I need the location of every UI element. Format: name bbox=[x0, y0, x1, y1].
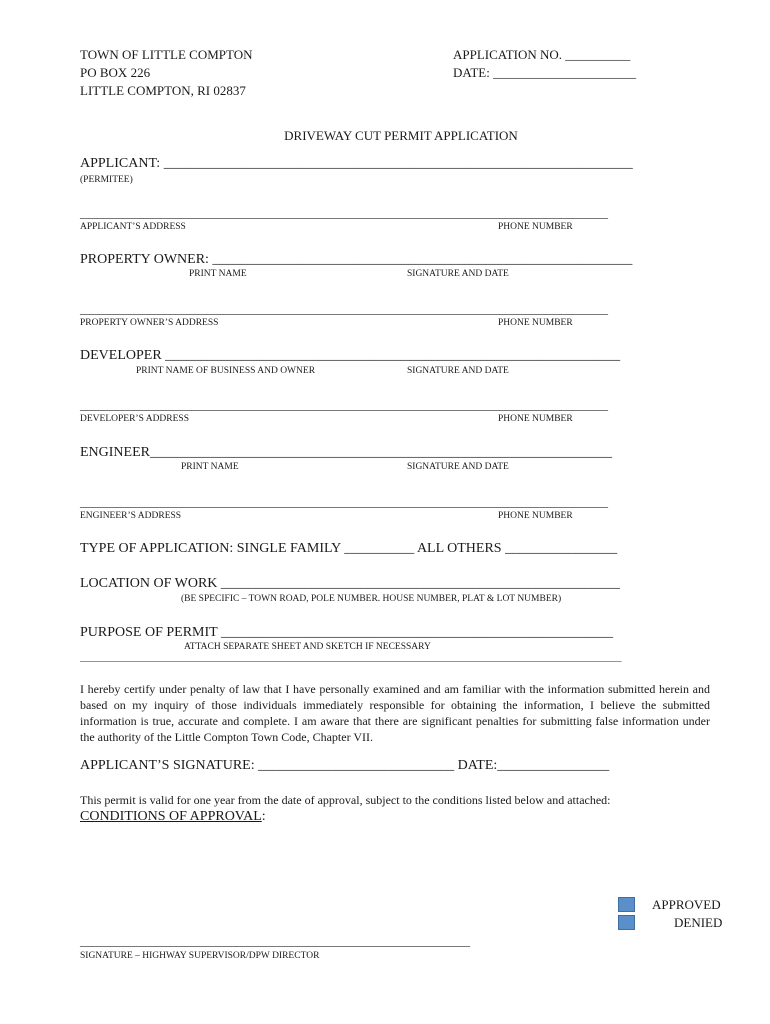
property-owner-field[interactable]: PROPERTY OWNER: ____________________________________________________________ bbox=[80, 252, 633, 267]
developer-signature-label: SIGNATURE AND DATE bbox=[407, 366, 509, 376]
form-title: DRIVEWAY CUT PERMIT APPLICATION bbox=[284, 128, 518, 143]
applicant-phone-label: PHONE NUMBER bbox=[498, 222, 573, 232]
developer-address-label: DEVELOPER’S ADDRESS bbox=[80, 414, 189, 424]
conditions-heading bbox=[80, 809, 266, 825]
developer-print-name-label: PRINT NAME OF BUSINESS AND OWNER bbox=[136, 366, 316, 376]
denied-label: DENIED bbox=[674, 915, 723, 930]
certification-statement: I hereby certify under penalty of law that I have personally examined and am familiar with the information submitted herein and based on my inquiry of those individuals immediately responsible for obtaining the information, I believe the submitted information is true, accurate and complete. I am aware that there are significant penalties for submitting false information under the authority of the Little Compton Town Code, Chapter VII. bbox=[80, 682, 710, 744]
owner-address-label: PROPERTY OWNER’S ADDRESS bbox=[80, 318, 219, 328]
header-date-field[interactable]: DATE: ______________________ bbox=[453, 65, 637, 80]
location-of-work-field[interactable]: LOCATION OF WORK _________________________________________________________ bbox=[80, 576, 620, 591]
conditions-colon: : bbox=[261, 809, 266, 824]
engineer-phone-label: PHONE NUMBER bbox=[498, 511, 573, 521]
application-type-field[interactable]: TYPE OF APPLICATION: SINGLE FAMILY __________ ALL OTHERS ________________ bbox=[80, 541, 618, 556]
purpose-of-permit-field[interactable]: PURPOSE OF PERMIT ________________________________________________________ bbox=[80, 625, 613, 640]
supervisor-signature-field[interactable]: _________________________________________________________________ bbox=[80, 934, 470, 948]
owner-address-field[interactable]: ________________________________________________________________________________________ bbox=[80, 302, 608, 316]
engineer-address-field[interactable]: ________________________________________________________________________________________ bbox=[80, 495, 608, 509]
permitee-label: (PERMITEE) bbox=[80, 175, 133, 185]
owner-signature-label: SIGNATURE AND DATE bbox=[407, 269, 509, 279]
validity-statement: This permit is valid for one year from the date of approval, subject to the conditions listed below and attached: bbox=[80, 793, 611, 807]
town-city: LITTLE COMPTON, RI 02837 bbox=[80, 83, 246, 98]
developer-phone-label: PHONE NUMBER bbox=[498, 414, 573, 424]
purpose-extra-line[interactable]: __________________________________________________________________________________________________________________ bbox=[80, 654, 622, 664]
owner-phone-label: PHONE NUMBER bbox=[498, 318, 573, 328]
location-note: (BE SPECIFIC – TOWN ROAD, POLE NUMBER. HOUSE NUMBER, PLAT & LOT NUMBER) bbox=[181, 594, 562, 604]
purpose-note: ATTACH SEPARATE SHEET AND SKETCH IF NECESSARY bbox=[184, 642, 431, 652]
applicant-signature-field[interactable]: APPLICANT’S SIGNATURE: ____________________________ DATE:________________ bbox=[80, 758, 610, 773]
applicant-address-label: APPLICANT’S ADDRESS bbox=[80, 222, 186, 232]
engineer-signature-label: SIGNATURE AND DATE bbox=[407, 462, 509, 472]
supervisor-signature-label: SIGNATURE – HIGHWAY SUPERVISOR/DPW DIRECTOR bbox=[80, 951, 320, 961]
owner-print-name-label: PRINT NAME bbox=[189, 269, 247, 279]
developer-field[interactable]: DEVELOPER _________________________________________________________________ bbox=[80, 348, 621, 363]
approved-label: APPROVED bbox=[652, 897, 721, 912]
town-name: TOWN OF LITTLE COMPTON bbox=[80, 47, 253, 62]
denied-checkbox[interactable] bbox=[618, 915, 635, 930]
conditions-label: CONDITIONS OF APPROVAL bbox=[80, 809, 262, 824]
engineer-address-label: ENGINEER’S ADDRESS bbox=[80, 511, 182, 521]
engineer-print-name-label: PRINT NAME bbox=[181, 462, 239, 472]
applicant-field[interactable]: APPLICANT: ___________________________________________________________________ bbox=[80, 156, 633, 171]
application-number-field[interactable]: APPLICATION NO. __________ bbox=[453, 47, 631, 62]
developer-address-field[interactable]: ________________________________________________________________________________________ bbox=[80, 398, 608, 412]
engineer-field[interactable]: ENGINEER__________________________________________________________________ bbox=[80, 445, 612, 460]
applicant-address-field[interactable]: ________________________________________________________________________________________ bbox=[80, 206, 608, 220]
approved-checkbox[interactable] bbox=[618, 897, 635, 912]
po-box: PO BOX 226 bbox=[80, 65, 151, 80]
